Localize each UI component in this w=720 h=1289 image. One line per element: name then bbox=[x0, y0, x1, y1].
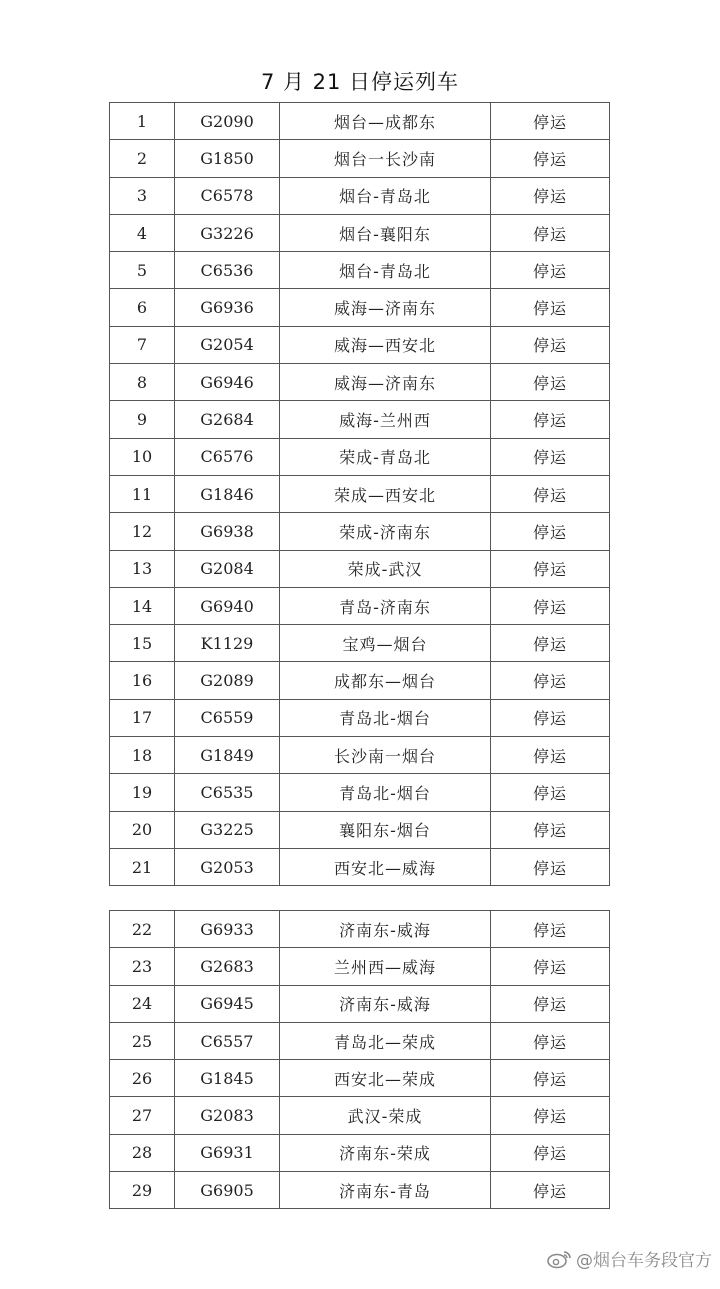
table-row bbox=[110, 848, 610, 885]
train-number: G2053 bbox=[175, 848, 280, 885]
row-number: 26 bbox=[110, 1060, 175, 1097]
row-number: 2 bbox=[110, 140, 175, 177]
table-row bbox=[110, 214, 610, 251]
row-number: 5 bbox=[110, 252, 175, 289]
status: 停运 bbox=[491, 587, 610, 624]
table-row bbox=[110, 550, 610, 587]
row-number: 12 bbox=[110, 513, 175, 550]
route: 济南东-荣成 bbox=[280, 1134, 491, 1171]
route: 济南东-威海 bbox=[280, 911, 491, 948]
route: 青岛北-烟台 bbox=[280, 774, 491, 811]
route: 烟台—成都东 bbox=[280, 103, 491, 140]
train-number: C6536 bbox=[175, 252, 280, 289]
route: 襄阳东-烟台 bbox=[280, 811, 491, 848]
route: 荣成-武汉 bbox=[280, 550, 491, 587]
row-number: 6 bbox=[110, 289, 175, 326]
route: 威海—西安北 bbox=[280, 326, 491, 363]
train-number: G2684 bbox=[175, 401, 280, 438]
train-number: G2084 bbox=[175, 550, 280, 587]
route: 西安北—荣成 bbox=[280, 1060, 491, 1097]
status: 停运 bbox=[491, 625, 610, 662]
status: 停运 bbox=[491, 811, 610, 848]
status: 停运 bbox=[491, 513, 610, 550]
route: 烟台-青岛北 bbox=[280, 252, 491, 289]
route: 烟台-襄阳东 bbox=[280, 214, 491, 251]
status: 停运 bbox=[491, 662, 610, 699]
route: 青岛北—荣成 bbox=[280, 1022, 491, 1059]
table-row bbox=[110, 811, 610, 848]
status: 停运 bbox=[491, 550, 610, 587]
row-number: 16 bbox=[110, 662, 175, 699]
status: 停运 bbox=[491, 289, 610, 326]
train-number: G1850 bbox=[175, 140, 280, 177]
table-row bbox=[110, 985, 610, 1022]
table-row bbox=[110, 774, 610, 811]
row-number: 14 bbox=[110, 587, 175, 624]
route: 长沙南一烟台 bbox=[280, 737, 491, 774]
table-row bbox=[110, 625, 610, 662]
table-row bbox=[110, 513, 610, 550]
train-number: G6940 bbox=[175, 587, 280, 624]
route: 荣成—西安北 bbox=[280, 475, 491, 512]
status: 停运 bbox=[491, 1060, 610, 1097]
train-number: G2683 bbox=[175, 948, 280, 985]
table-row bbox=[110, 140, 610, 177]
status: 停运 bbox=[491, 252, 610, 289]
status: 停运 bbox=[491, 475, 610, 512]
status: 停运 bbox=[491, 699, 610, 736]
train-number: K1129 bbox=[175, 625, 280, 662]
table-row bbox=[110, 737, 610, 774]
table-row bbox=[110, 662, 610, 699]
table-row bbox=[110, 252, 610, 289]
route: 宝鸡—烟台 bbox=[280, 625, 491, 662]
status: 停运 bbox=[491, 985, 610, 1022]
train-number: G1846 bbox=[175, 475, 280, 512]
status: 停运 bbox=[491, 911, 610, 948]
train-number: G2090 bbox=[175, 103, 280, 140]
row-number: 11 bbox=[110, 475, 175, 512]
weibo-watermark bbox=[546, 1246, 712, 1271]
route: 烟台-青岛北 bbox=[280, 177, 491, 214]
table-row bbox=[110, 289, 610, 326]
train-number: G1845 bbox=[175, 1060, 280, 1097]
train-number: G6933 bbox=[175, 911, 280, 948]
row-number: 19 bbox=[110, 774, 175, 811]
page-title: 7 月 21 日停运列车 bbox=[260, 70, 460, 94]
route: 济南东-青岛 bbox=[280, 1172, 491, 1209]
row-number: 13 bbox=[110, 550, 175, 587]
train-number: C6535 bbox=[175, 774, 280, 811]
table-row bbox=[110, 326, 610, 363]
table-row bbox=[110, 911, 610, 948]
train-number: C6559 bbox=[175, 699, 280, 736]
train-number: G2083 bbox=[175, 1097, 280, 1134]
suspended-trains-table-part-2 bbox=[109, 910, 610, 1209]
table-row bbox=[110, 699, 610, 736]
train-number: G3225 bbox=[175, 811, 280, 848]
weibo-icon bbox=[546, 1249, 572, 1269]
route: 青岛-济南东 bbox=[280, 587, 491, 624]
train-number: G6931 bbox=[175, 1134, 280, 1171]
route: 威海—济南东 bbox=[280, 364, 491, 401]
status: 停运 bbox=[491, 140, 610, 177]
status: 停运 bbox=[491, 326, 610, 363]
table-row bbox=[110, 1097, 610, 1134]
row-number: 29 bbox=[110, 1172, 175, 1209]
train-number: G6905 bbox=[175, 1172, 280, 1209]
table-row bbox=[110, 475, 610, 512]
route: 青岛北-烟台 bbox=[280, 699, 491, 736]
status: 停运 bbox=[491, 103, 610, 140]
row-number: 25 bbox=[110, 1022, 175, 1059]
row-number: 3 bbox=[110, 177, 175, 214]
route: 西安北—威海 bbox=[280, 848, 491, 885]
status: 停运 bbox=[491, 1172, 610, 1209]
row-number: 1 bbox=[110, 103, 175, 140]
row-number: 22 bbox=[110, 911, 175, 948]
row-number: 7 bbox=[110, 326, 175, 363]
train-number: G2054 bbox=[175, 326, 280, 363]
table-row bbox=[110, 1172, 610, 1209]
row-number: 20 bbox=[110, 811, 175, 848]
table-row bbox=[110, 1134, 610, 1171]
status: 停运 bbox=[491, 364, 610, 401]
status: 停运 bbox=[491, 438, 610, 475]
row-number: 9 bbox=[110, 401, 175, 438]
row-number: 27 bbox=[110, 1097, 175, 1134]
status: 停运 bbox=[491, 1097, 610, 1134]
row-number: 24 bbox=[110, 985, 175, 1022]
train-number: G3226 bbox=[175, 214, 280, 251]
suspended-trains-table-part-1 bbox=[109, 102, 610, 886]
row-number: 4 bbox=[110, 214, 175, 251]
route: 武汉-荣成 bbox=[280, 1097, 491, 1134]
table-row bbox=[110, 587, 610, 624]
status: 停运 bbox=[491, 1022, 610, 1059]
route: 济南东-威海 bbox=[280, 985, 491, 1022]
table-row bbox=[110, 401, 610, 438]
table-row bbox=[110, 948, 610, 985]
table-row bbox=[110, 177, 610, 214]
route: 成都东—烟台 bbox=[280, 662, 491, 699]
row-number: 15 bbox=[110, 625, 175, 662]
row-number: 23 bbox=[110, 948, 175, 985]
table-row bbox=[110, 438, 610, 475]
train-number: G6945 bbox=[175, 985, 280, 1022]
table-row bbox=[110, 103, 610, 140]
status: 停运 bbox=[491, 401, 610, 438]
status: 停运 bbox=[491, 1134, 610, 1171]
route: 荣成-济南东 bbox=[280, 513, 491, 550]
status: 停运 bbox=[491, 948, 610, 985]
train-number: G1849 bbox=[175, 737, 280, 774]
row-number: 8 bbox=[110, 364, 175, 401]
route: 烟台一长沙南 bbox=[280, 140, 491, 177]
table-row bbox=[110, 364, 610, 401]
watermark-text: @烟台车务段官方 bbox=[576, 1251, 712, 1271]
row-number: 28 bbox=[110, 1134, 175, 1171]
route: 兰州西—威海 bbox=[280, 948, 491, 985]
row-number: 17 bbox=[110, 699, 175, 736]
train-number: C6576 bbox=[175, 438, 280, 475]
train-number: G6938 bbox=[175, 513, 280, 550]
status: 停运 bbox=[491, 214, 610, 251]
table-row bbox=[110, 1060, 610, 1097]
row-number: 21 bbox=[110, 848, 175, 885]
train-number: C6578 bbox=[175, 177, 280, 214]
status: 停运 bbox=[491, 848, 610, 885]
row-number: 18 bbox=[110, 737, 175, 774]
row-number: 10 bbox=[110, 438, 175, 475]
route: 荣成-青岛北 bbox=[280, 438, 491, 475]
status: 停运 bbox=[491, 774, 610, 811]
train-number: G6946 bbox=[175, 364, 280, 401]
status: 停运 bbox=[491, 737, 610, 774]
route: 威海-兰州西 bbox=[280, 401, 491, 438]
route: 威海—济南东 bbox=[280, 289, 491, 326]
status: 停运 bbox=[491, 177, 610, 214]
train-number: G2089 bbox=[175, 662, 280, 699]
train-number: G6936 bbox=[175, 289, 280, 326]
table-row bbox=[110, 1022, 610, 1059]
train-number: C6557 bbox=[175, 1022, 280, 1059]
